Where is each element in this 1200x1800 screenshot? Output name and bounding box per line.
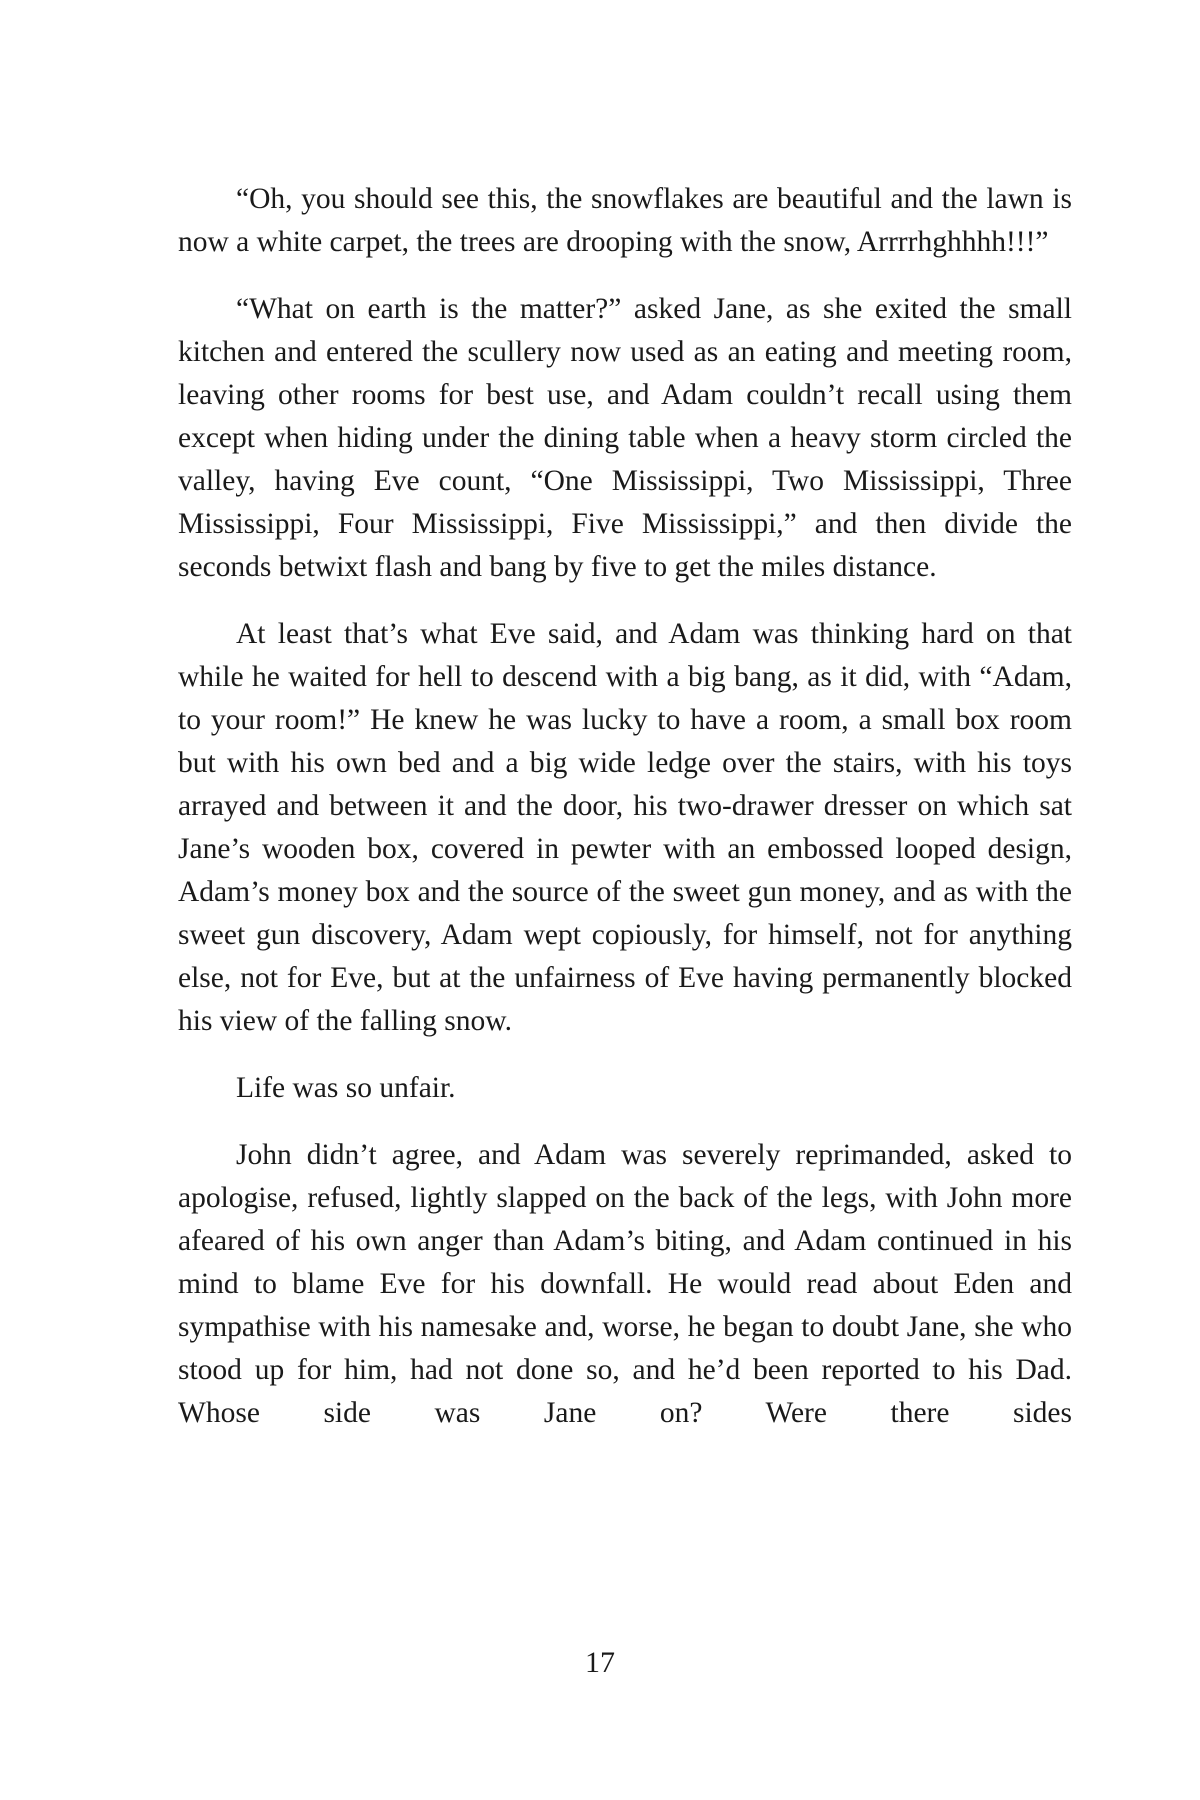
paragraph: “Oh, you should see this, the snowflakes are beautiful and the lawn is now a white carpet, the trees are drooping with the snow, Arrrrhghhhh!!!” [178, 183, 1072, 258]
page-number: 17 [585, 1646, 615, 1679]
paragraph: Life was so unfair. [236, 1072, 456, 1104]
paragraph: “What on earth is the matter?” asked Jane, as she exited the small kitchen and entered the scullery now used as an eating and meeting room, leaving other rooms for best use, and Adam couldn’t recall using them except when hiding under the dining table when a heavy storm circled the valley, having Eve count, “One Mississippi, Two Mississippi, Three Mississippi, Four Mississippi, Five Mississippi,” and then divide the seconds betwixt flash and bang by five to get the miles distance. [178, 293, 1072, 583]
paragraph: At least that’s what Eve said, and Adam was thinking hard on that while he waited for hell to descend with a big bang, as it did, with “Adam, to your room!” He knew he was lucky to have a room, a small box room but with his own bed and a big wide ledge over the stairs, with his toys arrayed and between it and the door, his two-drawer dresser on which sat Jane’s wooden box, covered in pewter with an embossed looped design, Adam’s money box and the source of the sweet gun money, and as with the sweet gun discovery, Adam wept copiously, for himself, not for anything else, not for Eve, but at the unfairness of Eve having permanently blocked his view of the falling snow. [178, 618, 1072, 1037]
body-text [178, 178, 1072, 1435]
paragraph: John didn’t agree, and Adam was severely reprimanded, asked to apologise, refused, lightly slapped on the back of the legs, with John more afeared of his own anger than Adam’s biting, and Adam continued in his mind to blame Eve for his downfall. He would read about Eden and sympathise with his namesake and, worse, he began to doubt Jane, she who stood up for him, had not done so, and he’d been reported to his Dad. Whose side was Jane on? Were there sides [178, 1139, 1072, 1429]
